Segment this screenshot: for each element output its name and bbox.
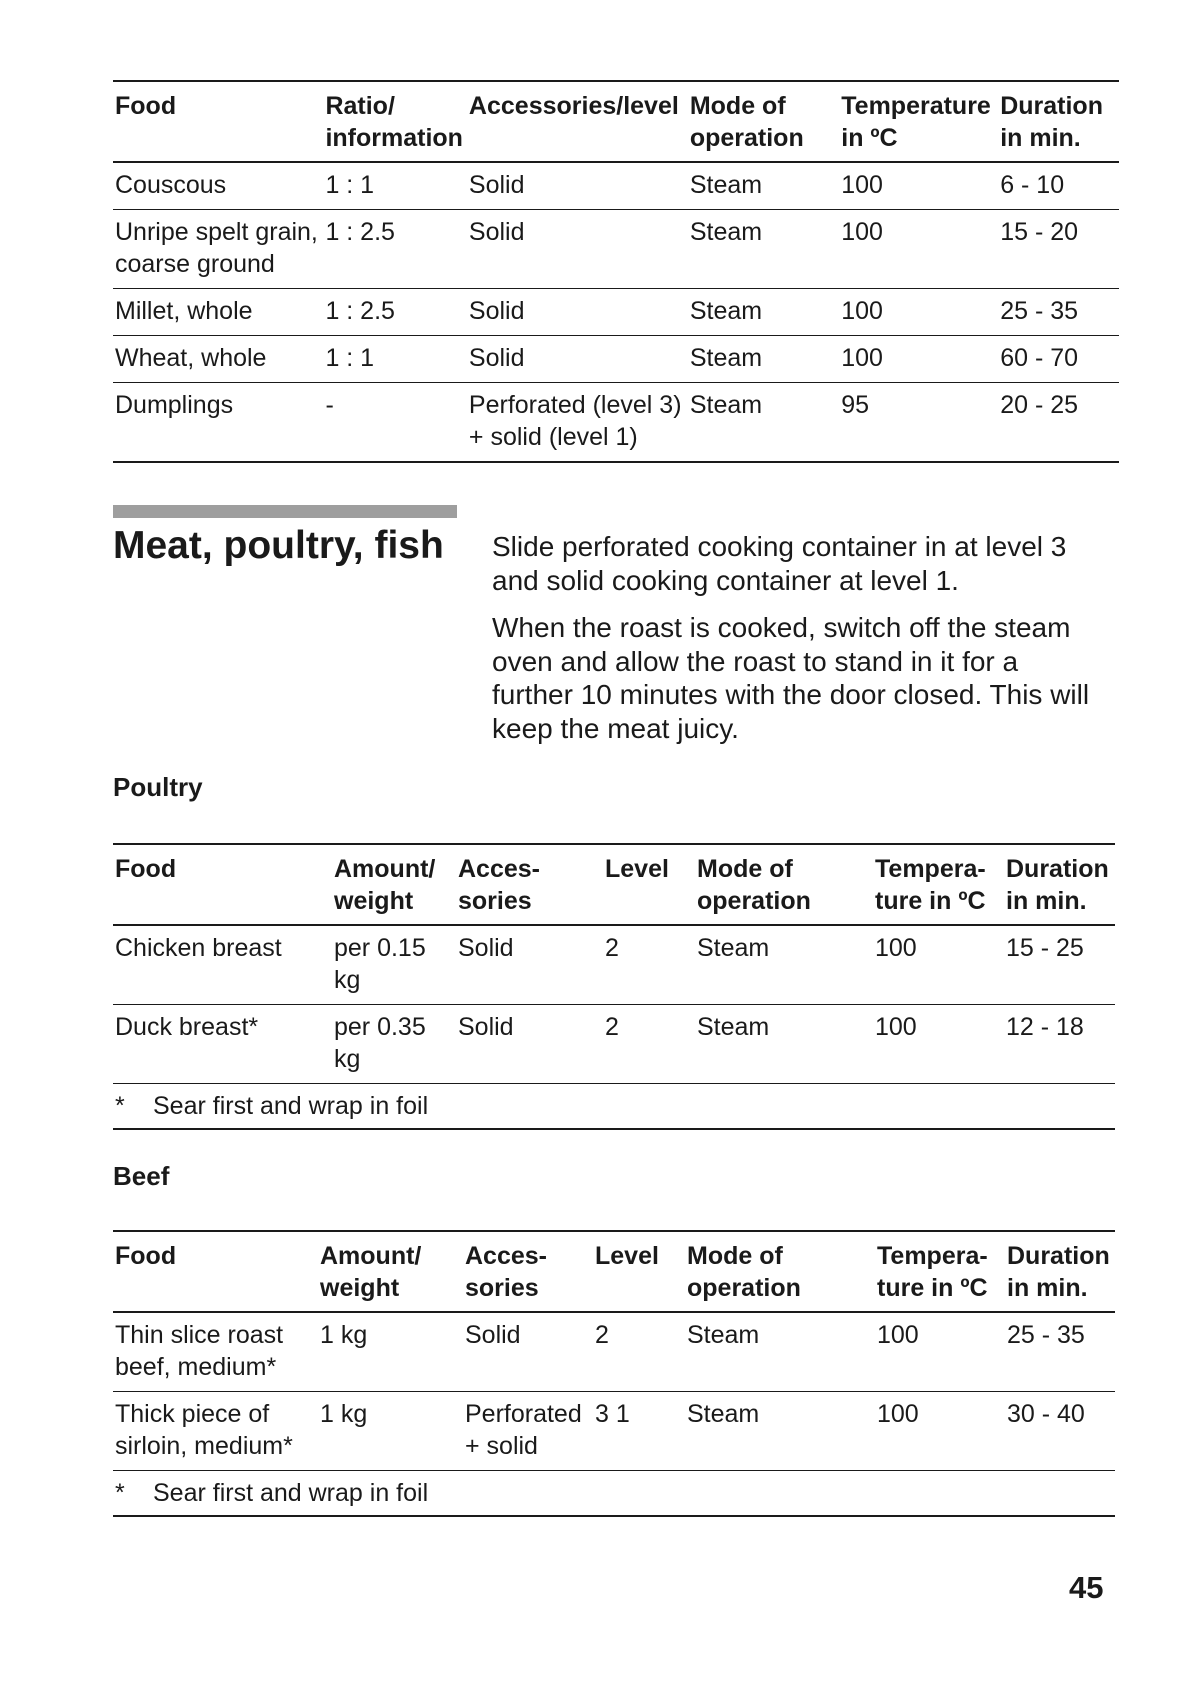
page-number: 45 bbox=[1069, 1570, 1104, 1605]
intro-paragraph: Slide perforated cooking container in at level 3 and solid cooking container at level 1. bbox=[492, 531, 1067, 596]
cell-amount: 1 kg bbox=[320, 1400, 368, 1428]
cell-mode: Steam bbox=[687, 1321, 760, 1349]
cell-amount: 1 kg bbox=[320, 1321, 368, 1349]
cell-accessories: Perforated + solid bbox=[465, 1400, 582, 1460]
cell-accessories: Solid bbox=[468, 297, 525, 325]
cell-duration: 20 - 25 bbox=[1000, 391, 1079, 419]
poultry-heading: Poultry bbox=[113, 772, 203, 802]
cell-mode: Steam bbox=[689, 171, 763, 199]
cell-amount: per 0.15 kg bbox=[334, 934, 426, 994]
cell-duration: 15 - 20 bbox=[1000, 218, 1079, 246]
cell-food: Chicken breast bbox=[115, 934, 282, 962]
beef-table bbox=[113, 1230, 1115, 1517]
cell-duration: 60 - 70 bbox=[1000, 344, 1079, 372]
cell-ratio: 1 : 2.5 bbox=[325, 218, 395, 246]
footnote bbox=[113, 1471, 1115, 1517]
header-mode: Mode of operation bbox=[697, 855, 811, 915]
cell-accessories: Perforated (level 3) + solid (level 1) bbox=[468, 391, 682, 451]
poultry-table bbox=[113, 843, 1115, 1130]
cell-food: Thick piece of sirloin, medium* bbox=[115, 1400, 293, 1460]
table-header-row bbox=[113, 1231, 1115, 1312]
cell-temperature: 100 bbox=[841, 297, 883, 325]
cell-food: Wheat, whole bbox=[115, 344, 267, 372]
cell-temperature: 100 bbox=[841, 218, 883, 246]
beef-heading: Beef bbox=[113, 1161, 170, 1191]
cell-food: Couscous bbox=[115, 171, 227, 199]
table-row bbox=[113, 1312, 1115, 1392]
table-row bbox=[113, 925, 1115, 1005]
header-food: Food bbox=[115, 1242, 177, 1270]
table-row bbox=[113, 336, 1119, 383]
cell-accessories: Solid bbox=[465, 1321, 521, 1349]
cell-accessories: Solid bbox=[468, 171, 525, 199]
table-row bbox=[113, 289, 1119, 336]
cell-temperature: 100 bbox=[877, 1400, 919, 1428]
footnote-mark: * bbox=[115, 1092, 125, 1120]
cell-duration: 30 - 40 bbox=[1007, 1400, 1085, 1428]
footnote bbox=[113, 1084, 1115, 1130]
cell-mode: Steam bbox=[689, 344, 763, 372]
cell-ratio: 1 : 1 bbox=[325, 344, 375, 372]
cell-food: Millet, whole bbox=[115, 297, 253, 325]
cell-duration: 25 - 35 bbox=[1007, 1321, 1085, 1349]
cell-temperature: 100 bbox=[841, 171, 883, 199]
cell-food: Unripe spelt grain, coarse ground bbox=[115, 218, 318, 278]
cell-accessories: Solid bbox=[468, 218, 525, 246]
cell-duration: 12 - 18 bbox=[1006, 1013, 1084, 1041]
cell-mode: Steam bbox=[697, 1013, 770, 1041]
cell-level: 2 bbox=[605, 1013, 619, 1041]
cell-mode: Steam bbox=[689, 218, 763, 246]
cell-ratio: - bbox=[325, 391, 334, 419]
header-duration: Duration in min. bbox=[1006, 855, 1109, 915]
header-amount: Amount/ weight bbox=[320, 1242, 422, 1302]
cell-mode: Steam bbox=[689, 391, 763, 419]
header-accessories: Acces- sories bbox=[465, 1242, 547, 1302]
header-temperature: Temperature in ºC bbox=[841, 92, 991, 152]
cell-food: Dumplings bbox=[115, 391, 234, 419]
cell-level: 2 bbox=[605, 934, 619, 962]
table-row bbox=[113, 162, 1119, 210]
header-mode: Mode of operation bbox=[687, 1242, 801, 1302]
header-temperature: Tempera- ture in ºC bbox=[877, 1242, 988, 1302]
cell-mode: Steam bbox=[687, 1400, 760, 1428]
header-level: Level bbox=[595, 1242, 659, 1270]
cell-mode: Steam bbox=[697, 934, 770, 962]
cell-food: Thin slice roast beef, medium* bbox=[115, 1321, 284, 1381]
cell-temperature: 100 bbox=[875, 1013, 917, 1041]
cell-accessories: Solid bbox=[458, 934, 514, 962]
footnote-mark: * bbox=[115, 1479, 125, 1507]
table-header-row bbox=[113, 81, 1119, 162]
table-row bbox=[113, 1005, 1115, 1084]
cell-temperature: 100 bbox=[877, 1321, 919, 1349]
header-level: Level bbox=[605, 855, 669, 883]
cell-ratio: 1 : 2.5 bbox=[325, 297, 395, 325]
section-divider-bar bbox=[113, 505, 457, 518]
table-footnote-row bbox=[113, 1084, 1115, 1130]
cell-accessories: Solid bbox=[458, 1013, 514, 1041]
cell-temperature: 100 bbox=[875, 934, 917, 962]
header-food: Food bbox=[115, 855, 177, 883]
header-accessories: Acces- sories bbox=[458, 855, 540, 915]
section-title: Meat, poultry, fish bbox=[113, 524, 444, 567]
header-mode: Mode of operation bbox=[689, 92, 804, 152]
table-row bbox=[113, 1392, 1115, 1471]
cell-mode: Steam bbox=[689, 297, 763, 325]
cell-amount: per 0.35 kg bbox=[334, 1013, 426, 1073]
cell-temperature: 95 bbox=[841, 391, 870, 419]
table-header-row bbox=[113, 844, 1115, 925]
footnote-text: Sear first and wrap in foil bbox=[153, 1479, 429, 1507]
grain-table bbox=[113, 80, 1119, 463]
cell-duration: 15 - 25 bbox=[1006, 934, 1084, 962]
table-row bbox=[113, 383, 1119, 463]
footnote-text: Sear first and wrap in foil bbox=[153, 1092, 429, 1120]
section-intro bbox=[492, 530, 1102, 759]
table-row bbox=[113, 210, 1119, 289]
intro-paragraph: When the roast is cooked, switch off the steam oven and allow the roast to stand in it for a further 10 minutes with the door closed. This will keep the meat juicy. bbox=[492, 612, 1090, 744]
cell-accessories: Solid bbox=[468, 344, 525, 372]
header-food: Food bbox=[115, 92, 177, 120]
header-amount: Amount/ weight bbox=[334, 855, 436, 915]
header-duration: Duration in min. bbox=[1000, 92, 1103, 152]
cell-food: Duck breast* bbox=[115, 1013, 259, 1041]
header-ratio: Ratio/ information bbox=[325, 92, 463, 152]
cell-level: 3 1 bbox=[595, 1400, 630, 1428]
cell-ratio: 1 : 1 bbox=[325, 171, 375, 199]
header-temperature: Tempera- ture in ºC bbox=[875, 855, 986, 915]
header-accessories: Accessories/level bbox=[468, 92, 679, 120]
cell-duration: 25 - 35 bbox=[1000, 297, 1079, 325]
cell-temperature: 100 bbox=[841, 344, 883, 372]
table-footnote-row bbox=[113, 1471, 1115, 1517]
header-duration: Duration in min. bbox=[1007, 1242, 1110, 1302]
cell-duration: 6 - 10 bbox=[1000, 171, 1065, 199]
cell-level: 2 bbox=[595, 1321, 609, 1349]
